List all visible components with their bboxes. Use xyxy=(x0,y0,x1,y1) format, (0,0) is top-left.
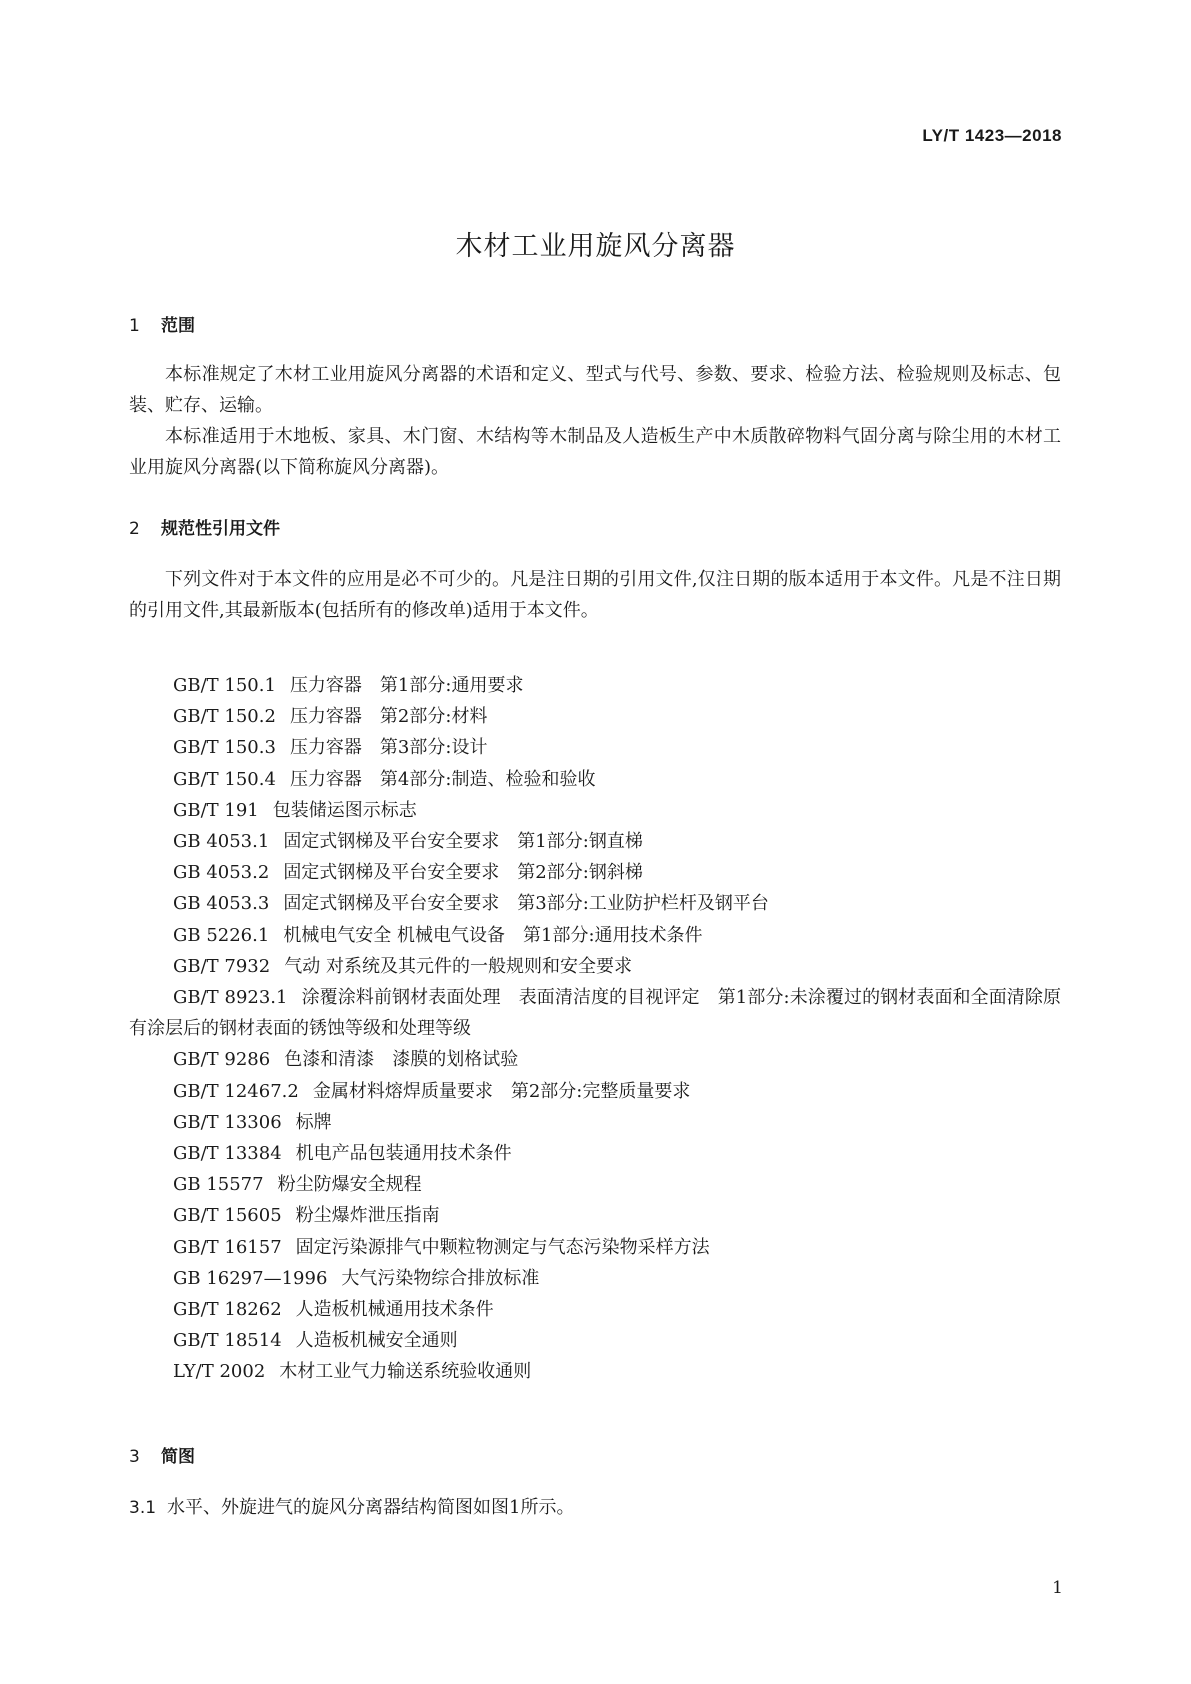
reference-item xyxy=(129,1294,1061,1325)
section-1-title: 范围 xyxy=(161,316,195,336)
reference-item xyxy=(129,857,1061,888)
reference-code: LY/T 2002 xyxy=(173,1361,266,1383)
reference-item xyxy=(129,951,1061,982)
reference-code: GB/T 150.4 xyxy=(173,768,276,790)
reference-code: GB 16297—1996 xyxy=(173,1267,328,1289)
reference-item xyxy=(129,795,1061,826)
reference-code: GB/T 7932 xyxy=(173,955,271,977)
section-2-heading xyxy=(129,514,280,539)
reference-code: GB/T 13306 xyxy=(173,1111,282,1133)
reference-item xyxy=(129,764,1061,795)
reference-title: 粉尘防爆安全规程 xyxy=(277,1174,422,1196)
reference-code: GB/T 16157 xyxy=(173,1236,282,1258)
reference-code: GB/T 191 xyxy=(173,799,259,821)
reference-title: 气动 对系统及其元件的一般规则和安全要求 xyxy=(284,955,632,977)
reference-item xyxy=(129,1200,1061,1231)
section-3-title: 简图 xyxy=(161,1447,195,1467)
reference-code: GB/T 9286 xyxy=(173,1049,271,1071)
reference-title: 标牌 xyxy=(295,1111,332,1133)
section-2-number: 2 xyxy=(129,519,140,539)
clause-3-1-text: 水平、外旋进气的旋风分离器结构简图如图1所示。 xyxy=(167,1497,575,1518)
section-2-intro: 下列文件对于本文件的应用是必不可少的。凡是注日期的引用文件,仅注日期的版本适用于本文件。凡是不注日期的引用文件,其最新版本(包括所有的修改单)适用于本文件。 xyxy=(129,569,1061,621)
reference-title: 固定污染源排气中颗粒物测定与气态污染物采样方法 xyxy=(295,1236,710,1258)
reference-item xyxy=(129,1076,1061,1107)
clause-3-1 xyxy=(129,1493,574,1519)
reference-title: 压力容器 第3部分:设计 xyxy=(289,737,488,759)
reference-title: 人造板机械通用技术条件 xyxy=(295,1299,494,1321)
reference-code: GB 4053.2 xyxy=(173,862,270,884)
page-number: 1 xyxy=(1052,1578,1063,1598)
section-1-number: 1 xyxy=(129,316,140,336)
section-3-heading xyxy=(129,1442,195,1467)
reference-code: GB/T 150.1 xyxy=(173,675,276,696)
reference-code: GB/T 13384 xyxy=(173,1143,282,1165)
reference-code: GB/T 12467.2 xyxy=(173,1080,299,1102)
reference-item xyxy=(129,670,1061,701)
reference-item xyxy=(129,1044,1061,1075)
reference-title: 木材工业气力输送系统验收通则 xyxy=(279,1361,532,1383)
reference-item xyxy=(129,920,1061,951)
section-2-title: 规范性引用文件 xyxy=(161,519,280,539)
reference-code: GB/T 18262 xyxy=(173,1299,282,1321)
reference-code: GB/T 8923.1 xyxy=(173,987,288,1009)
reference-item xyxy=(129,1325,1061,1356)
clause-3-1-number: 3.1 xyxy=(129,1498,157,1518)
reference-title: 机电产品包装通用技术条件 xyxy=(295,1143,512,1165)
reference-title: 固定式钢梯及平台安全要求 第2部分:钢斜梯 xyxy=(283,862,643,884)
reference-title: 机械电气安全 机械电气设备 第1部分:通用技术条件 xyxy=(283,924,703,946)
reference-code: GB 4053.1 xyxy=(173,831,270,853)
reference-title: 固定式钢梯及平台安全要求 第3部分:工业防护栏杆及钢平台 xyxy=(283,893,769,915)
reference-item xyxy=(129,826,1061,857)
document-title: 木材工业用旋风分离器 xyxy=(455,231,736,262)
standard-code: LY/T 1423—2018 xyxy=(922,126,1062,145)
reference-code: GB/T 150.2 xyxy=(173,706,276,728)
reference-item xyxy=(129,732,1061,763)
reference-title: 压力容器 第1部分:通用要求 xyxy=(289,675,524,696)
reference-title: 粉尘爆炸泄压指南 xyxy=(295,1205,440,1227)
section-1-heading xyxy=(129,311,195,336)
reference-title: 包装储运图示标志 xyxy=(272,799,417,821)
reference-title: 固定式钢梯及平台安全要求 第1部分:钢直梯 xyxy=(283,831,643,853)
reference-item xyxy=(129,1356,1061,1387)
reference-item xyxy=(129,1263,1061,1294)
reference-item xyxy=(129,1138,1061,1169)
reference-title: 金属材料熔焊质量要求 第2部分:完整质量要求 xyxy=(312,1080,691,1102)
reference-title: 大气污染物综合排放标准 xyxy=(341,1267,540,1289)
reference-code: GB 15577 xyxy=(173,1174,264,1196)
reference-item xyxy=(129,982,1061,1044)
reference-title: 压力容器 第2部分:材料 xyxy=(289,706,488,728)
reference-code: GB 4053.3 xyxy=(173,893,270,915)
reference-code: GB/T 150.3 xyxy=(173,737,276,759)
reference-list xyxy=(129,670,1061,1388)
section-1-paragraph-2: 本标准适用于木地板、家具、木门窗、木结构等木制品及人造板生产中木质散碎物料气固分离与除尘用的木材工业用旋风分离器(以下简称旋风分离器)。 xyxy=(129,426,1061,478)
section-1-paragraph-1: 本标准规定了木材工业用旋风分离器的术语和定义、型式与代号、参数、要求、检验方法、检验规则及标志、包装、贮存、运输。 xyxy=(129,364,1061,416)
reference-code: GB/T 15605 xyxy=(173,1205,282,1227)
reference-item xyxy=(129,701,1061,732)
reference-item xyxy=(129,1232,1061,1263)
reference-item xyxy=(129,1107,1061,1138)
section-3-number: 3 xyxy=(129,1447,140,1467)
reference-title: 压力容器 第4部分:制造、检验和验收 xyxy=(289,768,596,790)
reference-item xyxy=(129,1169,1061,1200)
reference-title: 人造板机械安全通则 xyxy=(295,1330,458,1352)
reference-title: 色漆和清漆 漆膜的划格试验 xyxy=(284,1049,519,1071)
reference-item xyxy=(129,888,1061,919)
reference-title: 涂覆涂料前钢材表面处理 表面清洁度的目视评定 第1部分:未涂覆过的钢材表面和全面清除原有涂层后的钢材表面的锈蚀等级和处理等级 xyxy=(129,987,1061,1040)
reference-code: GB/T 18514 xyxy=(173,1330,282,1352)
reference-code: GB 5226.1 xyxy=(173,924,270,946)
